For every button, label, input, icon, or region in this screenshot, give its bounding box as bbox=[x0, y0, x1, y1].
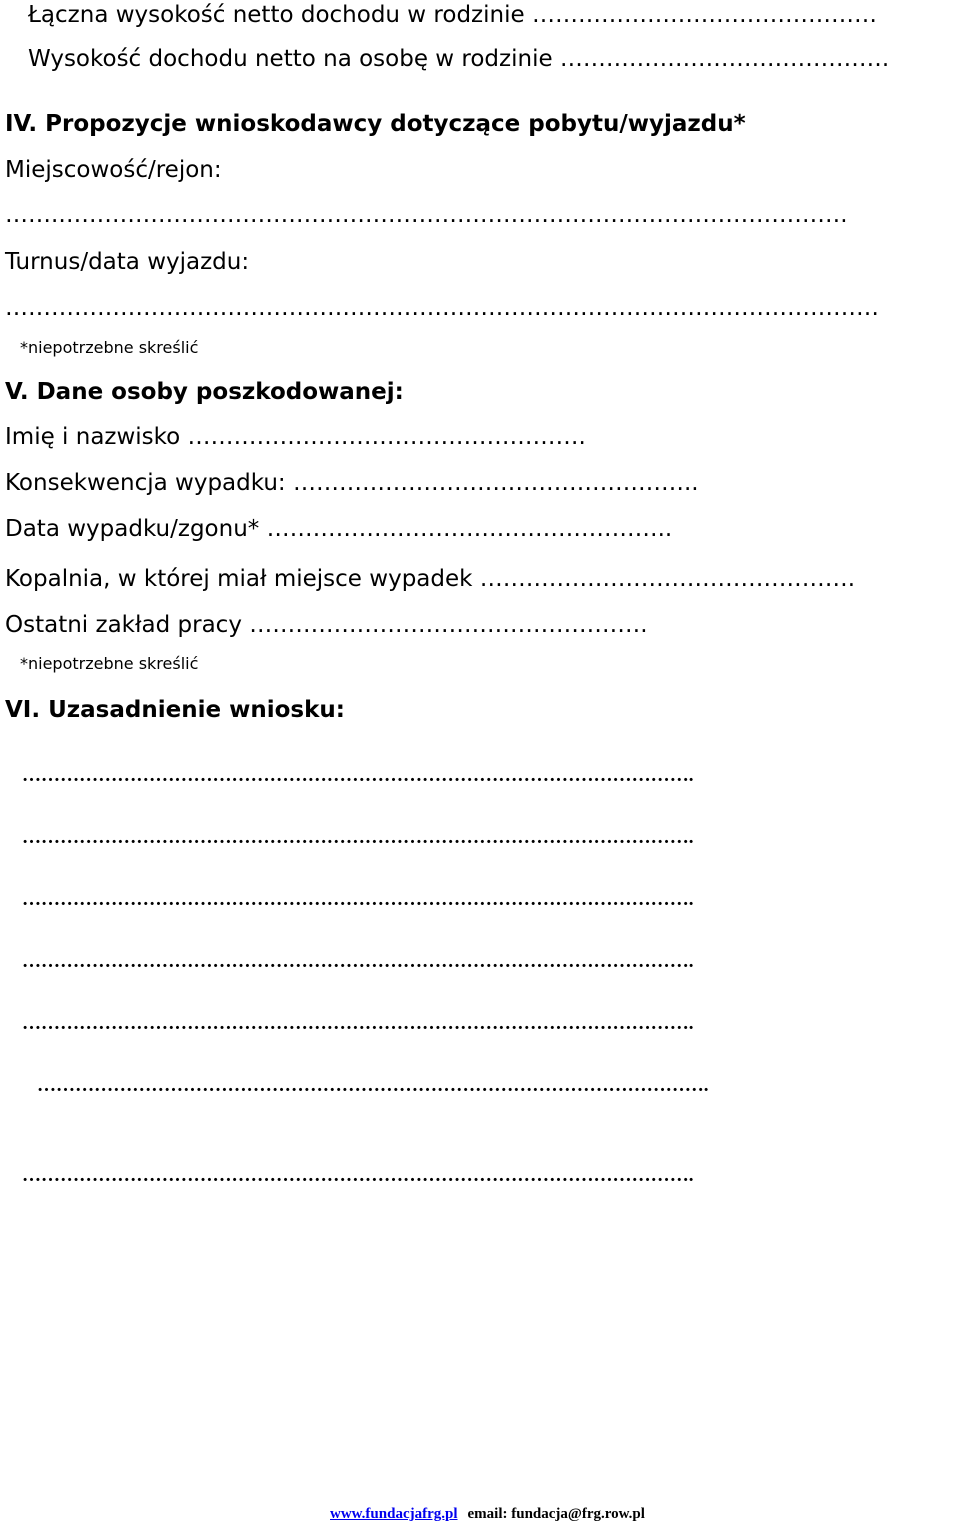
victim-name-field[interactable]: Imię i nazwisko ……………………………………………. bbox=[5, 424, 586, 450]
income-per-person: Wysokość dochodu netto na osobę w rodzinie ……………………………………. bbox=[28, 46, 890, 72]
turnus-blank[interactable]: …………………………………………………………………………………………………… bbox=[5, 297, 879, 320]
section-iv-note: *niepotrzebne skreślić bbox=[20, 338, 199, 357]
mine-field[interactable]: Kopalnia, w której miał miejsce wypadek …………………………………………. bbox=[5, 566, 856, 592]
location-blank[interactable]: …….…………………………………………………………………………………………. bbox=[5, 204, 848, 227]
website-link[interactable]: www.fundacjafrg.pl bbox=[330, 1506, 458, 1522]
justification-line[interactable]: ……………………………………………………………………………………………. bbox=[22, 766, 694, 785]
income-family-total: Łączna wysokość netto dochodu w rodzinie ……………………………………… bbox=[28, 2, 877, 28]
justification-line[interactable]: ……………………………………………………………………………………………. bbox=[37, 1076, 709, 1095]
location-label: Miejscowość/rejon: bbox=[5, 157, 222, 183]
justification-line[interactable]: ……………………………………………………………………………………………. bbox=[22, 952, 694, 971]
footer-email: email: fundacja@frg.row.pl bbox=[467, 1506, 645, 1522]
accident-consequence-field[interactable]: Konsekwencja wypadku: …………………………………………….. bbox=[5, 470, 699, 496]
justification-line[interactable]: ……………………………………………………………………………………………. bbox=[22, 1014, 694, 1033]
section-v-heading: V. Dane osoby poszkodowanej: bbox=[5, 379, 404, 405]
section-vi-heading: VI. Uzasadnienie wniosku: bbox=[5, 697, 345, 723]
last-workplace-field[interactable]: Ostatni zakład pracy ……………………………………………. bbox=[5, 612, 648, 638]
section-v-note: *niepotrzebne skreślić bbox=[20, 654, 199, 673]
justification-line[interactable]: ……………………………………………………………………………………………. bbox=[22, 890, 694, 909]
accident-date-field[interactable]: Data wypadku/zgonu* …………………………………………….. bbox=[5, 516, 673, 542]
turnus-label: Turnus/data wyjazdu: bbox=[5, 249, 250, 275]
justification-line[interactable]: ……………………………………………………………………………………………. bbox=[22, 828, 694, 847]
justification-line[interactable]: ……………………………………………………………………………………………. bbox=[22, 1166, 694, 1185]
section-iv-heading: IV. Propozycje wnioskodawcy dotyczące pobytu/wyjazdu* bbox=[5, 111, 746, 137]
footer bbox=[330, 1506, 645, 1523]
